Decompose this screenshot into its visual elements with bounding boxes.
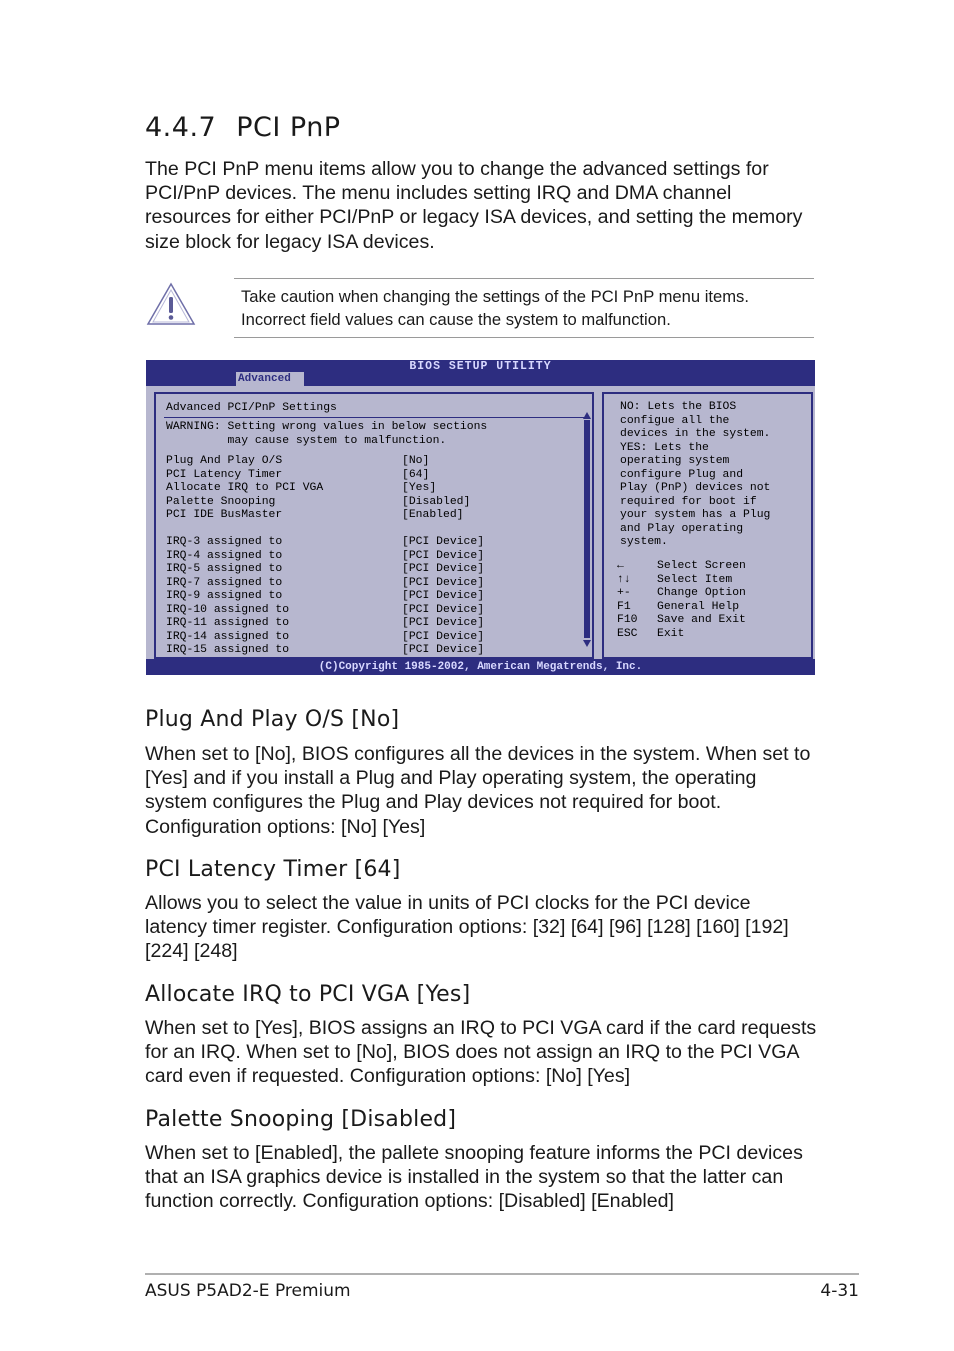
bios-irq-row[interactable]: IRQ-9 assigned to [PCI Device] (166, 590, 485, 602)
bios-settings-panel (154, 392, 594, 659)
section-heading (145, 112, 341, 143)
bios-item-allocate-irq[interactable]: Allocate IRQ to PCI VGA [Yes] (166, 482, 437, 494)
bios-item-pci-ide-busmaster[interactable]: PCI IDE BusMaster [Enabled] (166, 509, 464, 521)
heading-plug-and-play: Plug And Play O/S [No] (145, 707, 400, 732)
scroll-thumb[interactable] (584, 420, 590, 638)
warning-icon (146, 282, 196, 326)
bios-scrollbar[interactable] (583, 412, 591, 645)
key-select-item: ↑↓ Select Item (617, 573, 733, 586)
bios-item-plug-and-play[interactable]: Plug And Play O/S [No] (166, 455, 430, 467)
bios-title-bar (146, 360, 815, 386)
scroll-up-arrow-icon[interactable] (583, 412, 591, 419)
key-change-option: +- Change Option (617, 587, 746, 599)
key-exit: ESC Exit (617, 627, 685, 640)
bios-irq-row[interactable]: IRQ-11 assigned to [PCI Device] (166, 617, 485, 629)
left-arrow-icon: ← (617, 560, 624, 572)
bios-panel-title: Advanced PCI/PnP Settings (166, 402, 337, 414)
bios-panel-rule (164, 417, 586, 418)
caution-top-rule (234, 278, 814, 279)
caution-bottom-rule (234, 337, 814, 338)
key-save-exit: F10 Save and Exit (617, 614, 746, 626)
section-number: 4.4.7 (145, 112, 217, 143)
scroll-down-arrow-icon[interactable] (583, 640, 591, 647)
bios-irq-row[interactable]: IRQ-10 assigned to [PCI Device] (166, 603, 485, 616)
bios-irq-row[interactable]: IRQ-4 assigned to [PCI Device] (166, 549, 485, 562)
bios-title: BIOS SETUP UTILITY (409, 360, 552, 373)
bios-tab-advanced[interactable]: Advanced (236, 372, 304, 386)
key-select-screen: ← Select Screen (617, 560, 746, 572)
footer-rule (145, 1273, 859, 1275)
bios-help-text: NO: Lets the BIOS configue all the devices in the system. YES: Lets the operating system configure Plug and Play (PnP) devices not required for boot if your system has a Plug and Play operating system. (620, 401, 771, 548)
bios-screenshot (146, 360, 815, 675)
bios-irq-row[interactable]: IRQ-14 assigned to [PCI Device] (166, 630, 485, 643)
body-palette-snooping: When set to [Enabled], the pallete snooping feature informs the PCI devices that an ISA graphics device is installed in the system so that the latter can function correctly. Configuration options: [Disabled] [Enabled] (145, 1142, 803, 1213)
key-general-help: F1 General Help (617, 600, 740, 613)
intro-paragraph: The PCI PnP menu items allow you to change the advanced settings for PCI/PnP devices. The menu includes setting IRQ and DMA channel resources for either PCI/PnP or legacy ISA devices, and setting the memory size block for legacy ISA devices. (145, 158, 803, 253)
body-pci-latency: Allows you to select the value in units of PCI clocks for the PCI device latency timer register. Configuration options: [32] [64] [96] [128] [160] [192] [224] [248] (145, 892, 789, 963)
bios-irq-row[interactable]: IRQ-7 assigned to [PCI Device] (166, 576, 485, 589)
bios-item-palette-snooping[interactable]: Palette Snooping [Disabled] (166, 495, 471, 508)
bios-irq-row[interactable]: IRQ-3 assigned to [PCI Device] (166, 536, 485, 548)
heading-pci-latency: PCI Latency Timer [64] (145, 857, 401, 882)
up-down-arrow-icon: ↑↓ (617, 573, 631, 586)
bios-item-pci-latency[interactable]: PCI Latency Timer [64] (166, 468, 430, 481)
bios-copyright: (C)Copyright 1985-2002, American Megatrends, Inc. (146, 659, 815, 675)
bios-irq-row[interactable]: IRQ-5 assigned to [PCI Device] (166, 563, 485, 575)
heading-palette-snooping: Palette Snooping [Disabled] (145, 1107, 457, 1132)
body-plug-and-play: When set to [No], BIOS configures all the devices in the system. When set to [Yes] and if you install a Plug and Play operating system, the operating system configures the Plug and Play devices not required for boot. Configuration options: [No] [Yes] (145, 743, 811, 838)
heading-allocate-irq: Allocate IRQ to PCI VGA [Yes] (145, 982, 471, 1007)
bios-warning: WARNING: Setting wrong values in below sections may cause system to malfunction. (166, 421, 488, 447)
section-title: PCI PnP (236, 112, 341, 143)
footer-page-number: 4-31 (820, 1281, 859, 1301)
caution-text: Take caution when changing the settings of the PCI PnP menu items. Incorrect field values can cause the system to malfunction. (241, 287, 749, 329)
footer-product: ASUS P5AD2-E Premium (145, 1281, 351, 1301)
bios-help-panel (602, 392, 813, 659)
bios-irq-row[interactable]: IRQ-15 assigned to [PCI Device] (166, 644, 485, 656)
body-allocate-irq: When set to [Yes], BIOS assigns an IRQ to PCI VGA card if the card requests for an IRQ. When set to [No], BIOS does not assign an IRQ to the PCI VGA card even if requested. Configuration options: [No] [Yes] (145, 1017, 817, 1088)
